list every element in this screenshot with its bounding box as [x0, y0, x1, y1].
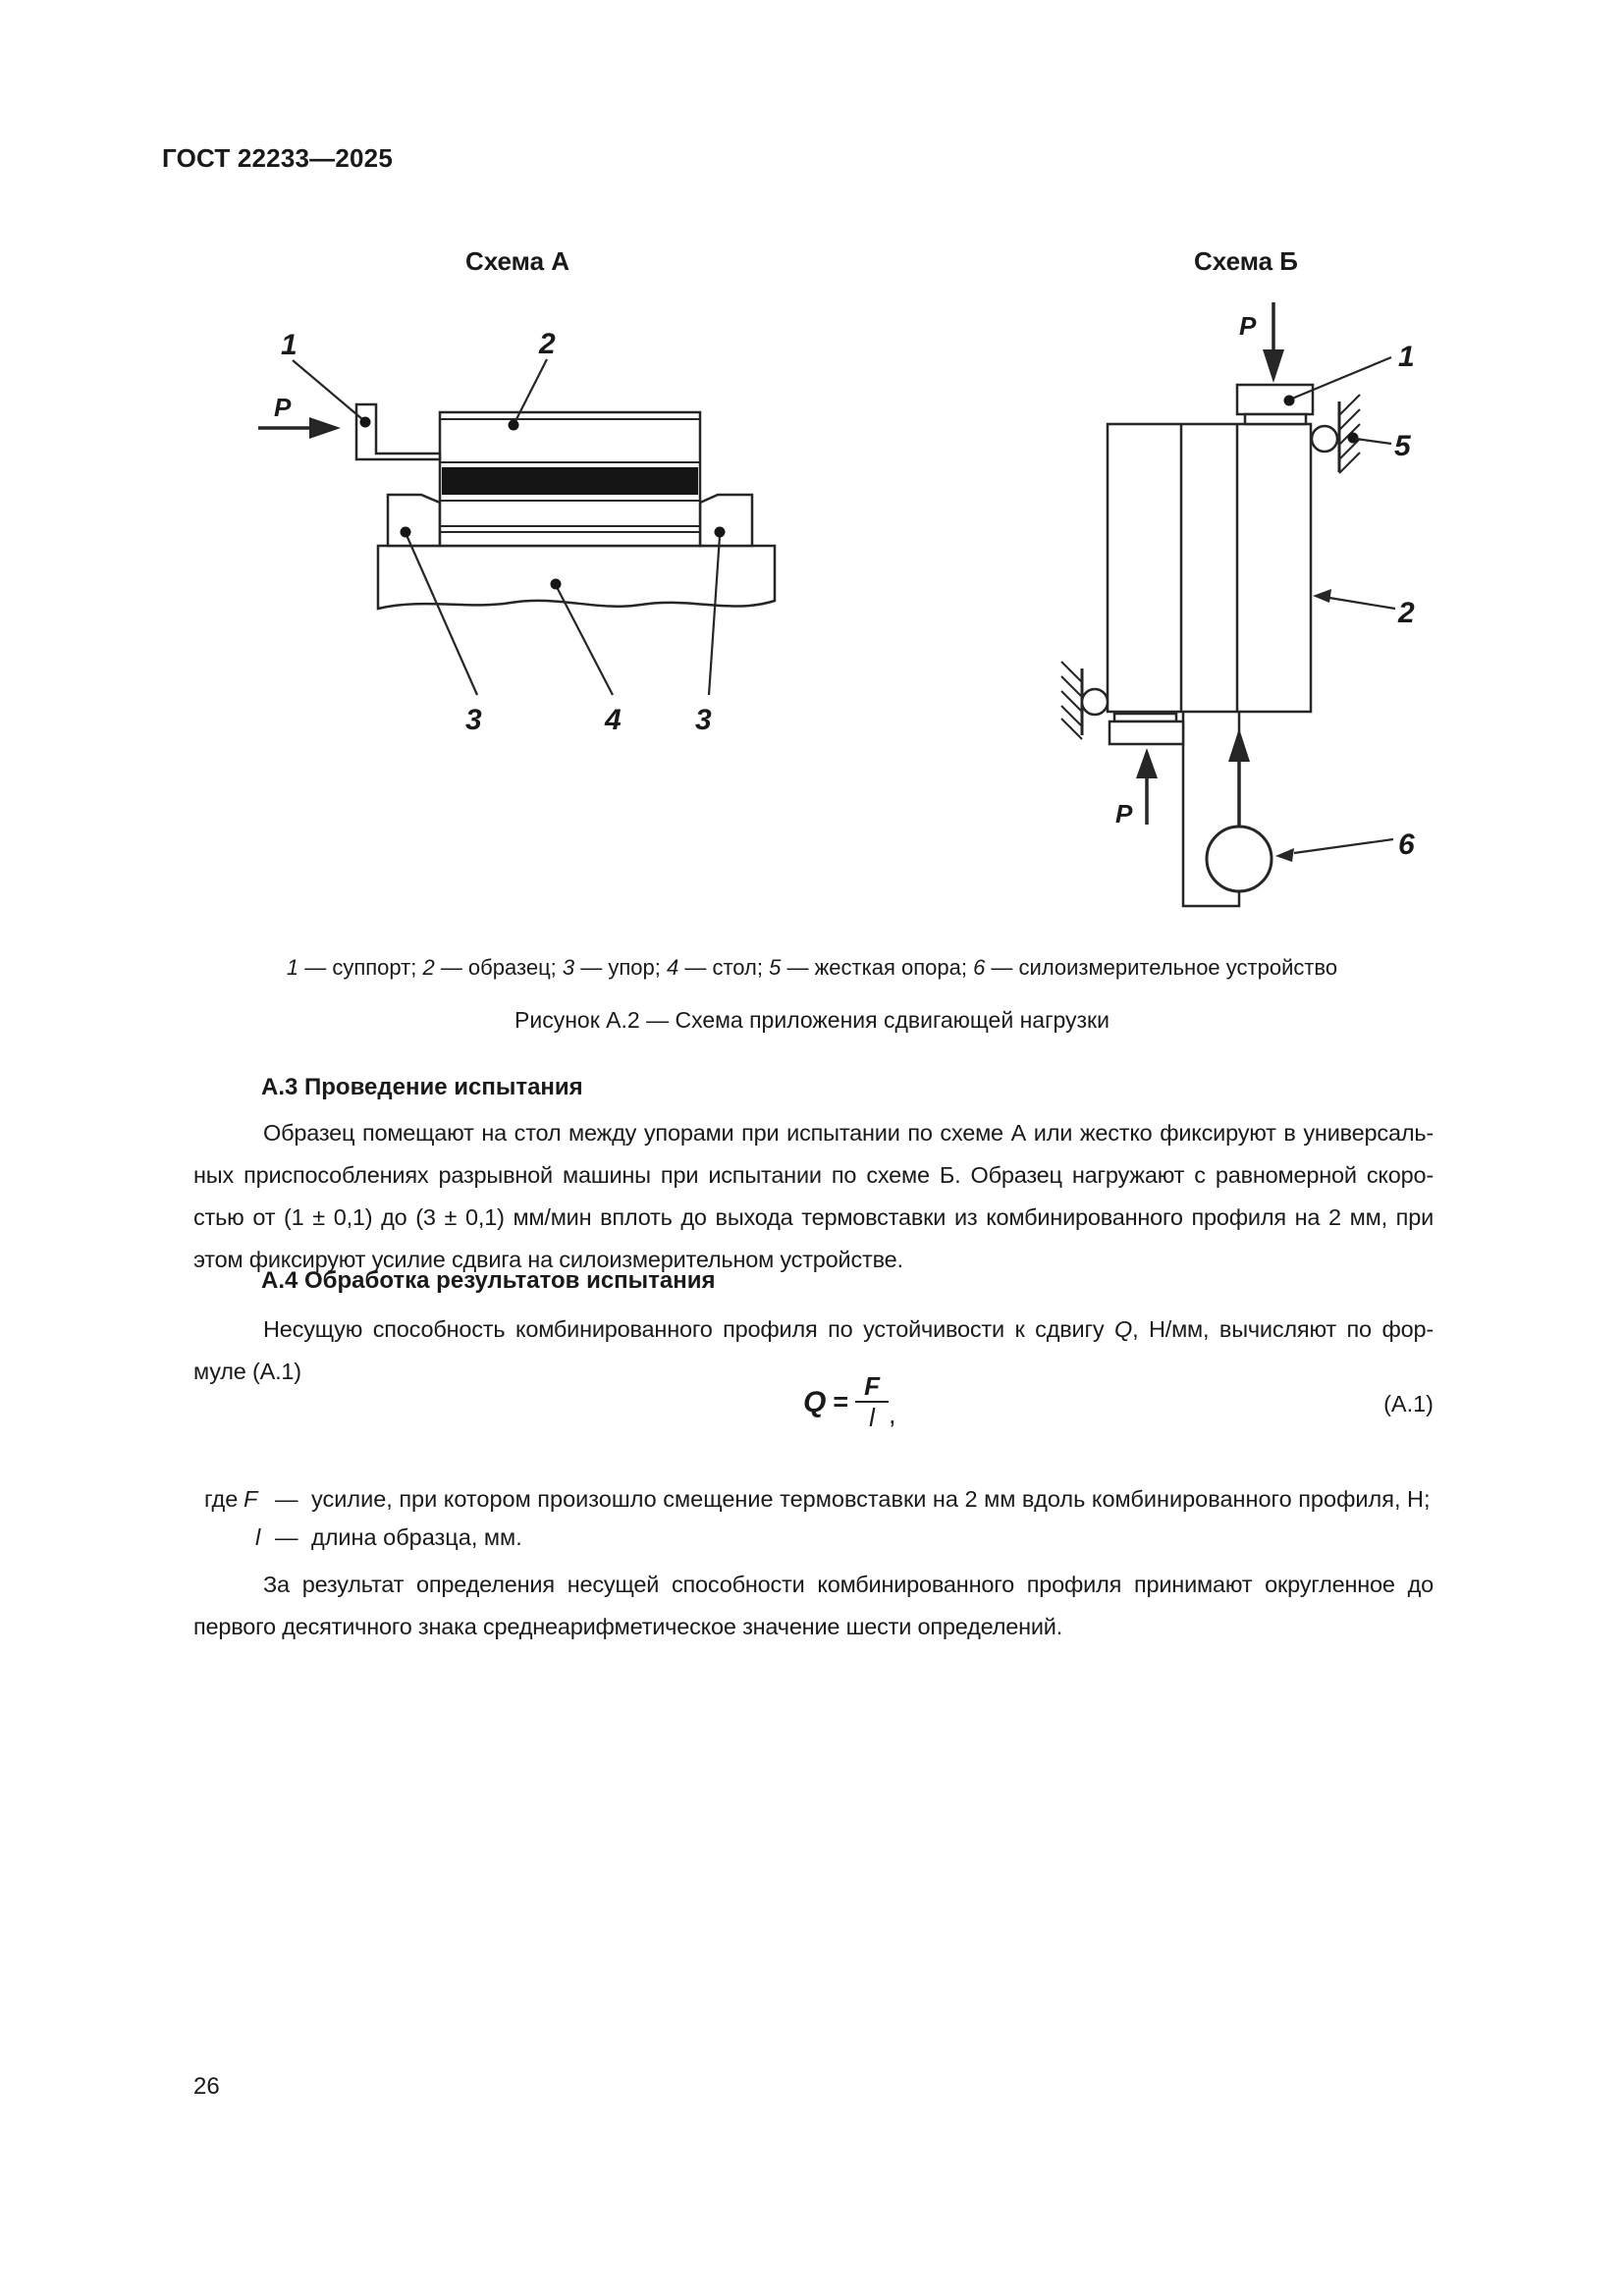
force-device-shape	[1207, 827, 1272, 891]
figure-legend	[0, 955, 1624, 981]
legend-text: — стол;	[678, 955, 770, 980]
device-arrowhead-icon	[1228, 728, 1250, 762]
where-dash: —	[275, 1486, 298, 1512]
section-a3-heading: А.3 Проведение испытания	[261, 1074, 583, 1100]
roller-support-right	[1312, 426, 1337, 452]
force-arrowhead-icon	[309, 417, 341, 439]
callout-dot	[509, 420, 519, 431]
paragraph-line: стью от (1 ± 0,1) до (3 ± 0,1) мм/мин вплоть до выхода термовставки из комбинированного профиля на 2 мм, при	[193, 1204, 1434, 1230]
paragraph-line: муле (А.1)	[193, 1359, 301, 1384]
where-description-f: усилие, при котором произошло смещение термовставки на 2 мм вдоль комбинированного профиля, Н;	[311, 1486, 1431, 1512]
force-label-p-top: P	[1239, 311, 1257, 341]
leader-arrowhead-icon	[1275, 848, 1294, 862]
top-support-shape	[1237, 385, 1313, 414]
stop-right-shape	[700, 495, 752, 546]
figure-caption: Рисунок А.2 — Схема приложения сдвигающей нагрузки	[514, 1007, 1110, 1033]
leader-line-6	[1294, 839, 1393, 853]
leader-line-2	[1329, 598, 1395, 609]
legend-num: 2	[422, 955, 435, 980]
legend-text: — упор;	[574, 955, 667, 980]
bottom-support-shape	[1110, 721, 1183, 744]
section-a3-paragraph	[193, 1112, 1434, 1281]
callout-5: 5	[1394, 430, 1411, 462]
leader-line-5	[1356, 439, 1391, 444]
hatch-line	[1061, 719, 1082, 739]
callout-6: 6	[1398, 828, 1415, 861]
paragraph-line: этом фиксируют усилие сдвига на силоизмерительном устройстве.	[193, 1247, 903, 1272]
legend-num: 5	[769, 955, 782, 980]
closing-paragraph	[193, 1564, 1434, 1648]
leader-line-1	[1292, 357, 1391, 399]
section-a4-heading: А.4 Обработка результатов испытания	[261, 1267, 716, 1294]
paragraph-line	[193, 1308, 1434, 1351]
formula-lhs: Q	[803, 1385, 827, 1418]
paragraph-text: Несущую способность комбинированного профиля по устойчивости к сдвигу	[263, 1316, 1114, 1342]
page-number: 26	[193, 2073, 220, 2100]
formula-number: (А.1)	[1383, 1391, 1434, 1416]
callout-3-right: 3	[695, 704, 712, 736]
callout-dot	[1284, 396, 1295, 406]
formula-numerator: F	[855, 1372, 889, 1403]
specimen-body-shape	[1108, 424, 1311, 712]
formula-where-clause	[193, 1486, 1470, 1575]
formula-equals: =	[833, 1387, 849, 1416]
roller-support-left	[1082, 689, 1108, 715]
paragraph-line: Образец помещают на стол между упорами при испытании по схеме А или жестко фиксируют в универсаль-	[263, 1120, 1434, 1146]
callout-1: 1	[1398, 341, 1415, 373]
force-label-p-bottom: P	[1115, 799, 1133, 828]
callout-dot	[551, 579, 562, 590]
legend-text: — силоизмерительное устройство	[985, 955, 1338, 980]
callout-2: 2	[1398, 597, 1415, 629]
symbol-f: F	[244, 1486, 258, 1512]
force-arrowhead-icon	[1263, 349, 1284, 383]
where-description-l: длина образца, мм.	[311, 1524, 522, 1550]
paragraph-text: , Н/мм, вычисляют по фор-	[1132, 1316, 1434, 1342]
thermal-insert-strip	[442, 467, 698, 495]
scheme-a-title: Схема А	[464, 246, 570, 276]
legend-num: 4	[666, 955, 679, 980]
formula-comma: ,	[889, 1400, 896, 1429]
paragraph-line: первого десятичного знака среднеарифметическое значение шести определений.	[193, 1614, 1063, 1639]
symbol-l: l	[255, 1524, 261, 1550]
scheme-b	[1061, 246, 1415, 906]
leader-line-1	[293, 360, 362, 419]
callout-3-left: 3	[465, 704, 482, 736]
callout-4: 4	[605, 704, 622, 736]
legend-text: — образец;	[434, 955, 563, 980]
where-keyword: где	[204, 1486, 239, 1512]
page-header: ГОСТ 22233—2025	[162, 143, 393, 173]
callout-dot	[1348, 433, 1359, 444]
callout-dot	[401, 527, 411, 538]
callout-dot	[715, 527, 726, 538]
legend-num: 3	[562, 955, 575, 980]
legend-text: — суппорт;	[298, 955, 423, 980]
legend-num: 1	[286, 955, 299, 980]
paragraph-line: За результат определения несущей способности комбинированного профиля принимают округленное до	[263, 1572, 1434, 1597]
force-arrowhead-icon	[1136, 748, 1158, 778]
figure-a2-diagram	[0, 0, 1624, 942]
stop-left-shape	[388, 495, 440, 546]
scheme-a	[258, 246, 775, 736]
support-bracket-shape	[356, 404, 440, 459]
top-support-pad	[1245, 414, 1306, 424]
leader-arrowhead-icon	[1313, 589, 1331, 603]
formula-denominator: l	[869, 1403, 875, 1432]
legend-text: — жесткая опора;	[781, 955, 974, 980]
callout-2: 2	[539, 328, 556, 360]
callout-1: 1	[281, 329, 298, 361]
callout-dot	[360, 417, 371, 428]
where-dash: —	[275, 1524, 298, 1550]
force-label-p: P	[274, 393, 292, 422]
symbol-q: Q	[1113, 1316, 1133, 1342]
legend-num: 6	[973, 955, 986, 980]
paragraph-line: ных приспособлениях разрывной машины при испытании по схеме Б. Образец нагружают с равномерной скоро-	[193, 1162, 1434, 1188]
scheme-b-title: Схема Б	[1194, 246, 1298, 276]
